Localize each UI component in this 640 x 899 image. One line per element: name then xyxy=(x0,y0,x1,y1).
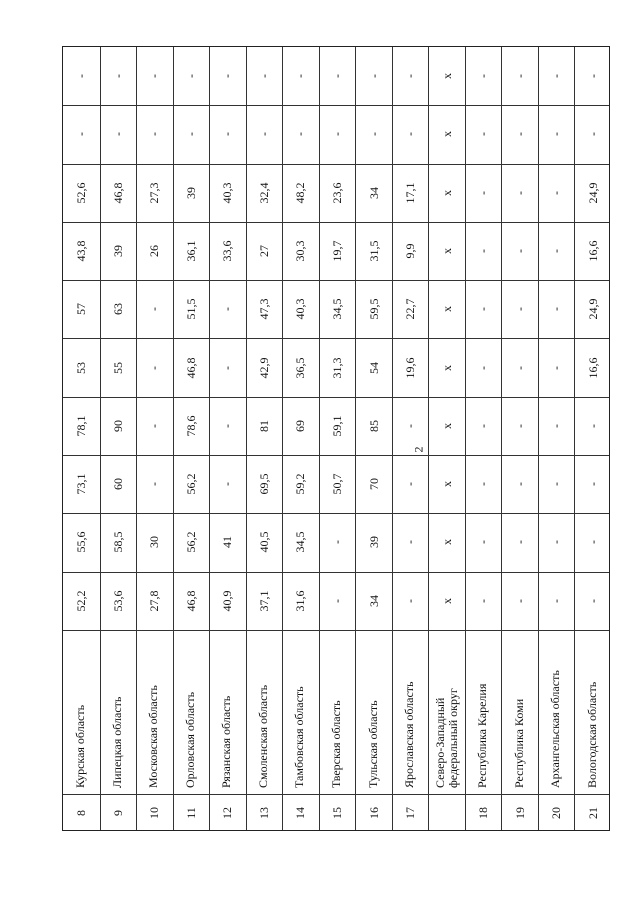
region-name: Тверская область xyxy=(329,700,343,789)
value-cell: 42,9 xyxy=(256,357,271,379)
value-cell: - xyxy=(585,423,600,428)
value-cell: - xyxy=(512,540,527,545)
row-number: 18 xyxy=(476,807,491,820)
value-cell: - xyxy=(585,132,600,137)
value-cell: x xyxy=(439,364,454,371)
value-cell: 59,2 xyxy=(293,473,308,495)
value-cell: 69 xyxy=(293,419,308,432)
row-number: 16 xyxy=(366,807,381,820)
value-cell: x xyxy=(439,539,454,546)
value-cell: 40,3 xyxy=(293,298,308,320)
value-cell: 51,5 xyxy=(183,298,198,320)
value-cell: - xyxy=(256,132,271,137)
value-cell: 30 xyxy=(147,536,162,549)
value-cell: - xyxy=(549,365,564,370)
value-cell: 19,7 xyxy=(330,240,344,262)
value-cell: - xyxy=(476,598,491,603)
value-cell: - xyxy=(256,74,271,79)
value-cell: 58,5 xyxy=(110,531,125,553)
value-cell: 39 xyxy=(110,245,125,257)
value-cell: - xyxy=(293,74,308,79)
column-separator xyxy=(63,105,609,106)
value-cell: 52,6 xyxy=(74,182,89,204)
region-name: Республика Карелия xyxy=(475,684,490,789)
value-cell: 78,6 xyxy=(183,415,198,437)
value-cell: x xyxy=(439,481,454,488)
value-cell: - xyxy=(549,482,564,487)
value-cell: 30,3 xyxy=(293,240,308,262)
value-cell: - xyxy=(147,307,162,312)
value-cell: - xyxy=(220,365,235,370)
value-cell: 17,1 xyxy=(403,182,418,204)
value-cell: 27,8 xyxy=(147,590,162,612)
column-separator xyxy=(63,513,609,514)
row-number: 15 xyxy=(330,807,344,820)
value-cell: 31,5 xyxy=(366,240,381,262)
value-cell: - xyxy=(512,74,527,79)
value-cell: - xyxy=(476,307,491,312)
value-cell: 40,3 xyxy=(220,182,235,204)
value-cell: - xyxy=(147,365,162,370)
value-cell: 43,8 xyxy=(74,240,89,262)
value-cell: 54 xyxy=(366,361,381,374)
rotated-data-table xyxy=(62,46,610,831)
row-number: 10 xyxy=(147,807,162,820)
value-cell: - xyxy=(220,74,235,79)
value-cell: 47,3 xyxy=(256,298,271,320)
value-cell: - xyxy=(147,132,162,137)
value-cell: 73,1 xyxy=(74,473,89,495)
value-cell: - xyxy=(330,132,344,137)
value-cell: 27,3 xyxy=(147,182,162,204)
value-cell: - xyxy=(512,365,527,370)
value-cell: - xyxy=(147,74,162,79)
value-cell: - xyxy=(147,482,162,487)
value-cell: 85 xyxy=(366,419,381,432)
value-cell: - xyxy=(549,74,564,79)
value-cell: x xyxy=(439,131,454,138)
value-cell: 34,5 xyxy=(330,298,344,320)
value-cell: 60 xyxy=(110,478,125,491)
value-cell: - xyxy=(366,132,381,137)
value-cell: 19,6 xyxy=(403,357,418,379)
value-cell: 40,9 xyxy=(220,590,235,612)
value-cell: - xyxy=(476,540,491,545)
value-cell: - xyxy=(549,598,564,603)
value-cell: 52,2 xyxy=(74,590,89,612)
value-cell: 46,8 xyxy=(110,182,125,204)
value-cell: - xyxy=(549,307,564,312)
row-number: 11 xyxy=(183,807,198,819)
value-cell: - xyxy=(220,307,235,312)
value-cell: - xyxy=(366,74,381,79)
region-name: Вологодская область xyxy=(584,682,599,789)
region-name: Ярославская область xyxy=(402,681,417,789)
value-cell: 24,9 xyxy=(585,298,600,320)
value-cell: 55 xyxy=(110,361,125,374)
value-cell: 41 xyxy=(220,536,235,549)
value-cell: 55,6 xyxy=(74,531,89,553)
value-cell: 24,9 xyxy=(585,182,600,204)
value-cell: - xyxy=(512,249,527,253)
column-separator xyxy=(63,338,609,339)
value-cell: 81 xyxy=(256,419,271,432)
value-cell: 46,8 xyxy=(183,590,198,612)
value-cell: - xyxy=(403,540,418,545)
value-cell: - xyxy=(512,598,527,603)
value-cell: - xyxy=(476,190,491,195)
region-name: Тамбовская область xyxy=(292,686,307,789)
value-cell: - xyxy=(512,307,527,312)
value-cell: 50,7 xyxy=(330,473,344,495)
value-cell: 59,1 xyxy=(330,415,344,437)
value-cell: - xyxy=(183,132,198,137)
value-cell: x xyxy=(439,597,454,604)
region-name: Северо-Западный федеральный округ xyxy=(432,688,460,789)
value-cell: - xyxy=(403,598,418,603)
region-name: Московская область xyxy=(146,685,161,789)
row-number: 17 xyxy=(403,807,418,820)
column-separator xyxy=(63,280,609,281)
value-cell: 31,3 xyxy=(330,357,344,379)
value-cell: - xyxy=(512,423,527,428)
value-cell: - xyxy=(476,74,491,79)
value-cell: - xyxy=(476,132,491,137)
row-number: 20 xyxy=(549,807,564,820)
value-cell: 70 xyxy=(366,478,381,491)
value-cell: - xyxy=(147,423,162,428)
value-cell: - xyxy=(220,132,235,137)
value-cell: 39 xyxy=(183,186,198,199)
value-cell: 9,9 xyxy=(403,243,418,259)
region-name: Рязанская область xyxy=(219,696,234,789)
region-name: Курская область xyxy=(73,705,88,789)
value-cell: - xyxy=(403,482,418,487)
value-cell: 53 xyxy=(74,361,89,374)
value-cell: 33,6 xyxy=(220,240,235,262)
value-cell: x xyxy=(439,73,454,80)
value-cell: 31,6 xyxy=(293,590,308,612)
value-cell: - xyxy=(330,598,344,603)
row-number xyxy=(439,793,455,833)
value-cell: 48,2 xyxy=(293,182,308,204)
row-number: 19 xyxy=(512,807,527,820)
value-cell: - xyxy=(476,365,491,370)
value-cell: 22,7 xyxy=(403,298,418,320)
value-cell: x xyxy=(439,422,454,429)
value-cell: x xyxy=(439,306,454,313)
value-cell: 34 xyxy=(366,186,381,199)
value-cell: - xyxy=(403,132,418,137)
value-cell: 36,5 xyxy=(293,357,308,379)
value-cell: - xyxy=(549,423,564,428)
value-cell: - xyxy=(585,74,600,79)
value-cell: - xyxy=(403,74,418,79)
column-separator xyxy=(63,164,609,165)
value-cell: 27 xyxy=(256,245,271,257)
value-cell: - xyxy=(220,423,235,428)
value-cell: x xyxy=(439,189,454,196)
value-cell: 37,1 xyxy=(256,590,271,612)
region-name: Липецкая область xyxy=(109,697,124,789)
value-cell: 46,8 xyxy=(183,357,198,379)
column-separator xyxy=(63,397,609,398)
value-cell: - xyxy=(183,74,198,79)
row-number: 12 xyxy=(220,807,235,820)
value-cell: - xyxy=(585,540,600,545)
value-cell: - xyxy=(512,132,527,137)
value-cell: 26 xyxy=(147,245,162,257)
value-cell: 34 xyxy=(366,594,381,607)
value-cell: - xyxy=(330,74,344,79)
value-cell: 57 xyxy=(74,303,89,316)
column-separator xyxy=(63,572,609,573)
region-name: Республика Коми xyxy=(511,699,526,789)
row-number: 8 xyxy=(74,810,89,817)
value-cell: - xyxy=(293,132,308,137)
value-cell: 34,5 xyxy=(293,531,308,553)
value-cell: - xyxy=(74,74,89,79)
value-cell: - xyxy=(512,482,527,487)
value-cell: 69,5 xyxy=(256,473,271,495)
value-cell: - xyxy=(585,482,600,487)
value-cell: - xyxy=(549,249,564,253)
value-cell: x xyxy=(439,248,454,254)
value-cell: - xyxy=(549,132,564,137)
row-number: 13 xyxy=(256,807,271,820)
column-separator xyxy=(63,222,609,223)
value-cell: 56,2 xyxy=(183,531,198,553)
value-cell: 36,1 xyxy=(183,240,198,262)
value-cell: 23,6 xyxy=(330,182,344,204)
value-cell: - xyxy=(220,482,235,487)
value-cell: - xyxy=(585,598,600,603)
value-cell: 78,1 xyxy=(74,415,89,437)
row-number: 9 xyxy=(110,810,125,817)
value-cell: 59,5 xyxy=(366,298,381,320)
row-number: 21 xyxy=(585,807,600,820)
value-cell: 39 xyxy=(366,536,381,549)
value-cell: - xyxy=(512,190,527,195)
value-cell: - xyxy=(549,190,564,195)
column-separator xyxy=(63,455,609,456)
value-cell: 16,6 xyxy=(585,240,600,262)
value-cell: 63 xyxy=(110,303,125,316)
value-cell: - xyxy=(110,132,125,137)
region-name: Смоленская область xyxy=(255,685,270,789)
value-cell: 90 xyxy=(110,419,125,432)
value-cell: 53,6 xyxy=(110,590,125,612)
region-name: Архангельская область xyxy=(548,670,563,789)
value-cell: - xyxy=(476,423,491,428)
value-cell: - xyxy=(476,482,491,487)
value-cell: - xyxy=(330,540,344,545)
value-cell: - xyxy=(476,249,491,253)
value-cell: - xyxy=(74,132,89,137)
value-cell: - xyxy=(403,423,418,428)
region-name: Орловская область xyxy=(182,692,197,789)
value-cell: 40,5 xyxy=(256,531,271,553)
value-cell: 56,2 xyxy=(183,473,198,495)
value-cell: 32,4 xyxy=(256,182,271,204)
value-cell: - xyxy=(549,540,564,545)
page-number: 2 xyxy=(411,446,426,453)
value-cell: 16,6 xyxy=(585,357,600,379)
region-name: Тульская область xyxy=(365,700,380,789)
row-number: 14 xyxy=(293,807,308,820)
value-cell: - xyxy=(110,74,125,79)
column-separator xyxy=(63,630,609,631)
